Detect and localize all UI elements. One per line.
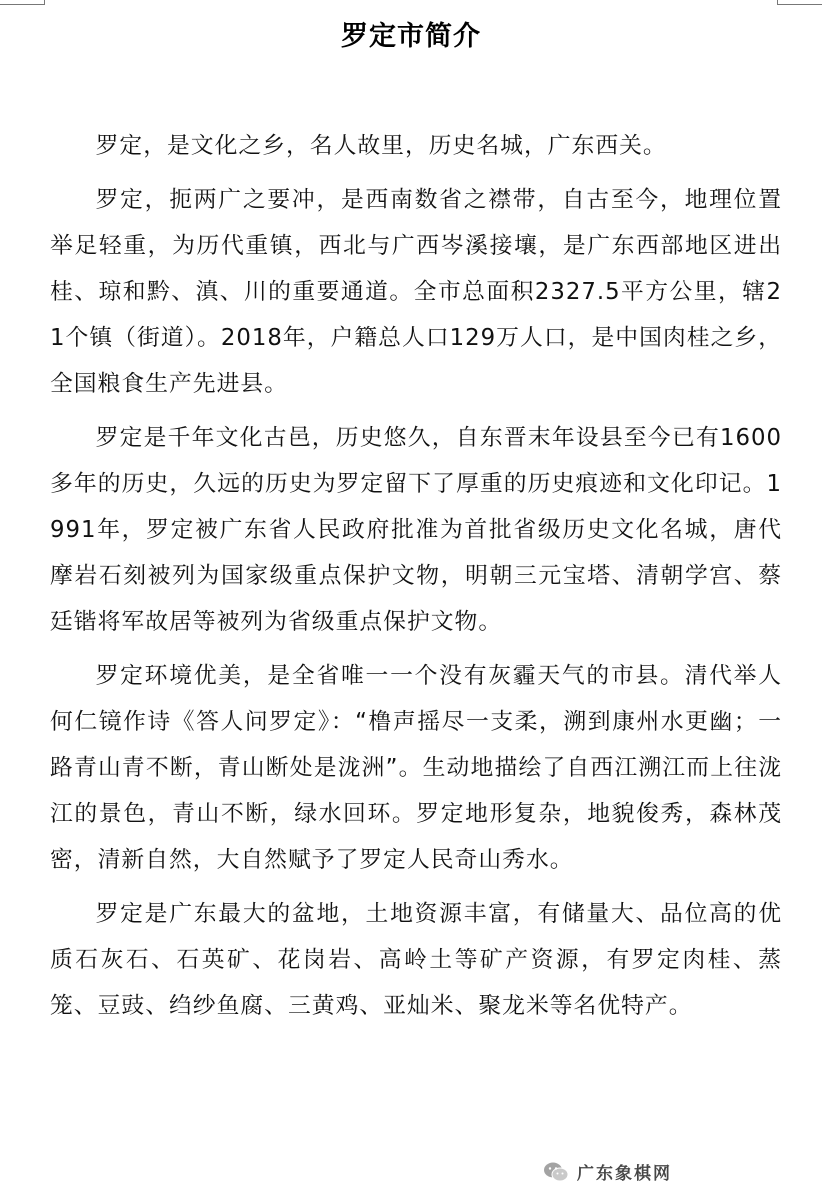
paragraph-1: 罗定，是文化之乡，名人故里，历史名城，广东西关。 [95, 133, 667, 159]
document-body [50, 123, 782, 1037]
paragraph-2: 罗定，扼两广之要冲，是西南数省之襟带，自古至今，地理位置举足轻重，为历代重镇，西北与广西岑溪接壤，是广东西部地区进出桂、琼和黔、滇、川的重要通道。全市总面积2327.5平方公里，辖21个镇（街道）。2018年，户籍总人口129万人口，是中国肉桂之乡，全国粮食生产先进县。 [50, 187, 782, 397]
paragraph-3: 罗定是千年文化古邑，历史悠久，自东晋末年设县至今已有1600多年的历史，久远的历史为罗定留下了厚重的历史痕迹和文化印记。1991年，罗定被广东省人民政府批准为首批省级历史文化名城，唐代摩岩石刻被列为国家级重点保护文物，明朝三元宝塔、清朝学宫、蔡廷锴将军故居等被列为省级重点保护文物。 [50, 425, 782, 635]
crop-mark-right [777, 0, 822, 5]
page-title: 罗定市简介 [341, 21, 481, 52]
wechat-icon [543, 1161, 569, 1183]
paragraph-4: 罗定环境优美，是全省唯一一个没有灰霾天气的市县。清代举人何仁镜作诗《答人问罗定》：“橹声摇尽一支柔，溯到康州水更幽；一路青山青不断，青山断处是泷洲”。生动地描绘了自西江溯江而上往泷江的景色，青山不断，绿水回环。罗定地形复杂，地貌俊秀，森林茂密，清新自然，大自然赋予了罗定人民奇山秀水。 [50, 663, 782, 873]
watermark-text: 广东象棋网 [577, 1164, 672, 1184]
paragraph-5: 罗定是广东最大的盆地，土地资源丰富，有储量大、品位高的优质石灰石、石英矿、花岗岩、高岭土等矿产资源，有罗定肉桂、蒸笼、豆豉、绉纱鱼腐、三黄鸡、亚灿米、聚龙米等名优特产。 [50, 901, 782, 1019]
crop-mark-left [0, 0, 45, 5]
source-watermark [543, 1159, 672, 1184]
